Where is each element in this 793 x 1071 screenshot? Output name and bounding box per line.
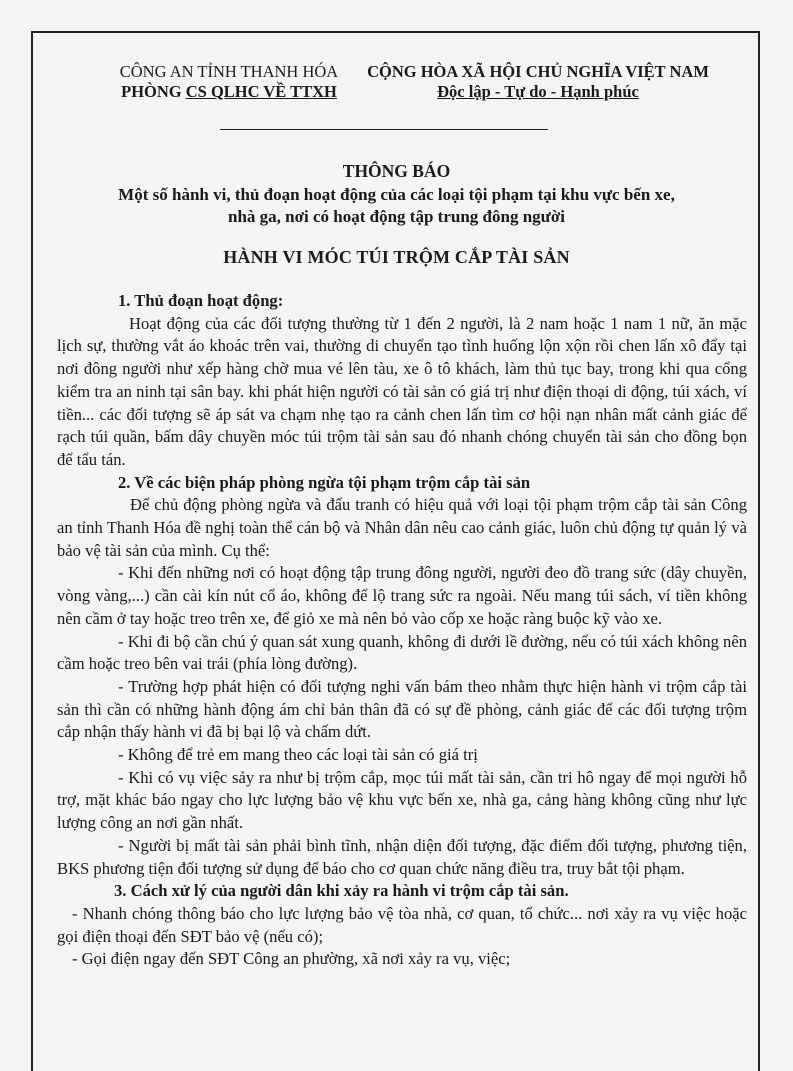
national-motto <box>356 62 720 102</box>
motto: Độc lập - Tự do - Hạnh phúc <box>437 82 639 101</box>
section-2-item: - Trường hợp phát hiện có đối tượng nghi vấn bám theo nhằm thực hiện hành vi trộm cắp tài sản thì cần có những hành động ám chỉ bản thân đã có sự đề phòng, cảnh giác để các đối tượng trộm cắp nhận thấy hành vi đã bị bại lộ và chấm dứt. <box>57 676 747 742</box>
section-3-item: - Nhanh chóng thông báo cho lực lượng bảo vệ tòa nhà, cơ quan, tổ chức... nơi xảy ra vụ việc hoặc gọi điện thoại đến SĐT bảo vệ (nếu có); <box>57 903 747 946</box>
section-2-item: - Người bị mất tài sản phải bình tĩnh, nhận diện đối tượng, đặc điểm đối tượng, phương tiện, BKS phương tiện đối tượng sử dụng để báo cho cơ quan chức năng điều tra, truy bắt tội phạm. <box>57 835 747 878</box>
department-prefix: PHÒNG <box>121 82 186 101</box>
section-3-heading: 3. Cách xử lý của người dân khi xảy ra hành vi trộm cắp tài sản. <box>114 881 569 901</box>
section-2-heading: 2. Về các biện pháp phòng ngừa tội phạm trộm cắp tài sản <box>118 472 531 492</box>
country-name: CỘNG HÒA XÃ HỘI CHỦ NGHĨA VIỆT NAM <box>367 62 709 81</box>
section-1-paragraph: Hoạt động của các đối tượng thường từ 1 đến 2 người, là 2 nam hoặc 1 nam 1 nữ, ăn mặc lịch sự, thường vắt áo khoác trên vai, thường di chuyển tạo tình huống lộn xộn rồi chen lấn xô đẩy tại nơi đông người như xếp hàng chờ mua vé lên tàu, xe ô tô khách, làm thủ tục bay, trong khi qua cổng kiểm tra an ninh tại sân bay. khi phát hiện người có tài sản có giá trị như điện thoại di động, túi xách, ví tiền... các đối tượng sẽ áp sát va chạm nhẹ tạo ra cảnh chen lấn tìm cơ hội nạn nhân mất cảnh giác để rạch túi quần, bấm dây chuyền móc túi trộm tài sản sau đó nhanh chóng chuyển tài sản cho đồng bọn để tẩu tán. <box>57 313 747 469</box>
section-2-item: - Khi có vụ việc sảy ra như bị trộm cắp, mọc túi mất tài sản, cần tri hô ngay để mọi người hỗ trợ, mặt khác báo ngay cho lực lượng bảo vệ khu vực bến xe, nhà ga, cảng hàng không cũng như lực lượng công an nơi gần nhất. <box>57 767 747 833</box>
document-subtitle <box>40 184 753 228</box>
subtitle-line-1: Một số hành vi, thủ đoạn hoạt động của các loại tội phạm tại khu vực bến xe, <box>118 185 675 204</box>
section-headline: HÀNH VI MÓC TÚI TRỘM CẮP TÀI SẢN <box>223 247 570 267</box>
section-2-intro: Để chủ động phòng ngừa và đấu tranh có hiệu quả với loại tội phạm trộm cắp tài sản Công an tỉnh Thanh Hóa đề nghị toàn thể cán bộ và Nhân dân nêu cao cảnh giác, luôn chủ động tự quản lý và bảo vệ tài sản của mình. Cụ thể: <box>57 495 747 560</box>
header-divider <box>220 129 548 130</box>
department-abbrev: CS QLHC VỀ TTXH <box>185 82 337 101</box>
document-title: THÔNG BÁO <box>342 161 451 181</box>
department-name <box>84 82 374 102</box>
agency-name: CÔNG AN TỈNH THANH HÓA <box>119 62 339 81</box>
section-2-item: - Khi đi bộ cần chú ý quan sát xung quanh, không đi dưới lề đường, nếu có túi xách không nên cầm hoặc treo bên vai trái (phía lòng đường). <box>57 631 747 674</box>
section-2-item: - Khi đến những nơi có hoạt động tập trung đông người, người đeo đồ trang sức (dây chuyền, vòng vàng,...) cần cài kín nút cổ áo, không để lộ trang sức ra ngoài. Nếu mang túi sách, ví tiền không nên cầm ở tay hoặc treo trên xe, để giỏ xe mà nên bỏ vào cốp xe hoặc ràng buộc kỹ vào xe. <box>57 563 747 628</box>
section-1-heading: 1. Thủ đoạn hoạt động: <box>118 291 284 310</box>
issuing-agency <box>84 62 374 102</box>
document-body <box>57 290 747 971</box>
section-2-item: - Không để trẻ em mang theo các loại tài sản có giá trị <box>118 745 478 765</box>
subtitle-line-2: nhà ga, nơi có hoạt động tập trung đông người <box>227 207 565 226</box>
section-3-item: - Gọi điện ngay đến SĐT Công an phường, xã nơi xảy ra vụ, việc; <box>72 949 511 969</box>
